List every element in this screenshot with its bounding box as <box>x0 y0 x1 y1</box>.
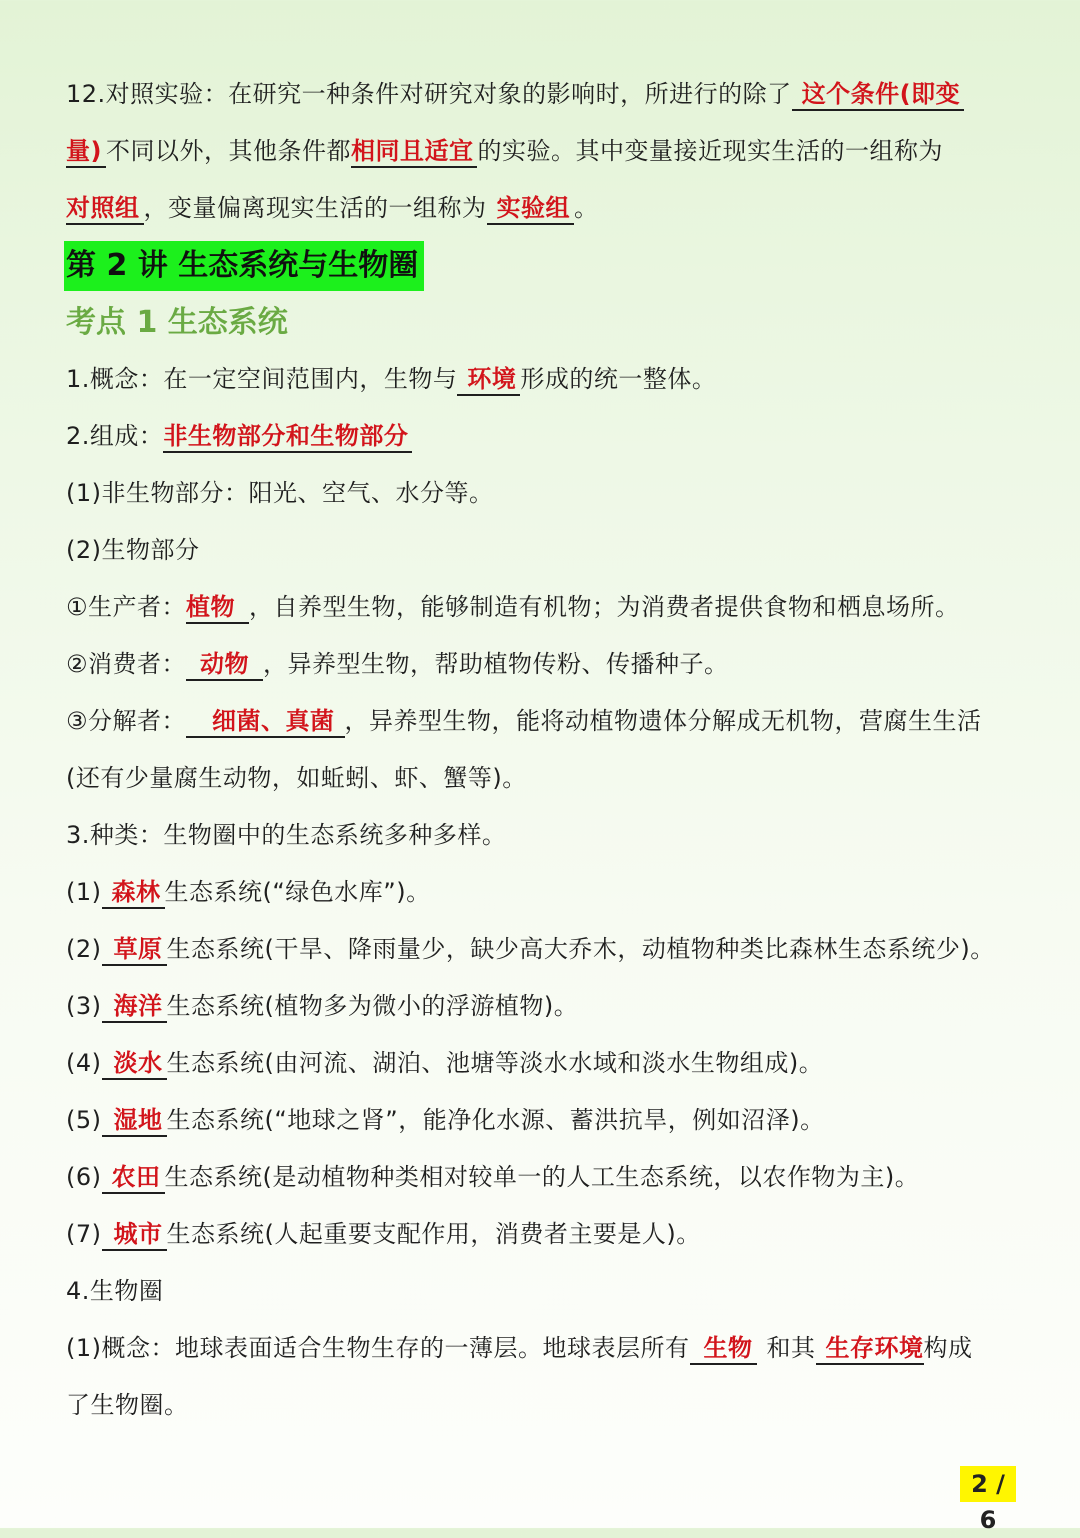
type-item <box>66 864 1018 921</box>
type-num: (5) <box>66 1106 102 1134</box>
type-num: (4) <box>66 1049 102 1077</box>
consumer-line <box>66 636 1018 693</box>
concept-text: 形成的统一整体。 <box>520 365 717 393</box>
type-text: 生态系统(由河流、湖泊、池塘等淡水水域和淡水生物组成)。 <box>166 1049 824 1077</box>
type-num: (3) <box>66 992 102 1020</box>
answer-blank: 草原 <box>102 934 167 966</box>
document-page <box>66 66 1018 1434</box>
type-item <box>66 1035 1018 1092</box>
decomposer-line2: (还有少量腐生动物，如蚯蚓、虾、蟹等)。 <box>66 764 527 792</box>
answer-blank: 细菌、真菌 <box>186 706 345 738</box>
answer-blank: 生存环境 <box>816 1333 924 1365</box>
answer-blank: 农田 <box>102 1162 165 1194</box>
answer-blank: 植物 <box>186 592 249 624</box>
answer-blank: 城市 <box>102 1219 167 1251</box>
type-item <box>66 978 1018 1035</box>
concept-line <box>66 351 1018 408</box>
biosphere-concept-line2: 了生物圈。 <box>66 1391 189 1419</box>
type-num: (1) <box>66 878 102 906</box>
types-header: 3.种类：生物圈中的生态系统多种多样。 <box>66 821 507 849</box>
section-title: 考点 1 生态系统 <box>66 305 288 340</box>
page-number: 2 / 6 <box>960 1466 1016 1502</box>
type-text: 生态系统(是动植物种类相对较单一的人工生态系统，以农作物为主)。 <box>164 1163 920 1191</box>
item12-line2 <box>66 123 1018 180</box>
answer-blank: 量) <box>66 136 106 168</box>
concept-text: 1.概念：在一定空间范围内，生物与 <box>66 365 458 393</box>
biosphere-header: 4.生物圈 <box>66 1277 164 1305</box>
answer-blank: 对照组 <box>66 193 144 225</box>
item12-text: ，变量偏离现实生活的一组称为 <box>143 194 487 222</box>
composition-line <box>66 408 1018 465</box>
producer-text: ①生产者： <box>66 593 187 621</box>
answer-blank: 海洋 <box>102 991 167 1023</box>
biosphere-text: 和其 <box>766 1334 816 1362</box>
lecture-title: 第 2 讲 生态系统与生物圈 <box>64 241 424 291</box>
item12-text: 的实验。其中变量接近现实生活的一组称为 <box>477 137 943 165</box>
composition-text: 2.组成： <box>66 422 164 450</box>
type-text: 生态系统(干旱、降雨量少，缺少高大乔木，动植物种类比森林生态系统少)。 <box>166 935 995 963</box>
answer-blank: 实验组 <box>487 193 575 225</box>
answer-blank: 非生物部分和生物部分 <box>163 421 412 453</box>
type-text: 生态系统(植物多为微小的浮游植物)。 <box>166 992 579 1020</box>
living-header: (2)生物部分 <box>66 536 200 564</box>
producer-text: ，自养型生物，能够制造有机物；为消费者提供食物和栖息场所。 <box>249 593 960 621</box>
lecture-title-row <box>66 237 1018 294</box>
producer-line <box>66 579 1018 636</box>
type-item <box>66 1092 1018 1149</box>
answer-blank: 这个条件(即变 <box>792 79 964 111</box>
type-item <box>66 1206 1018 1263</box>
answer-blank: 森林 <box>102 877 165 909</box>
item12-line1 <box>66 66 1018 123</box>
answer-blank: 动物 <box>186 649 263 681</box>
consumer-text: ②消费者： <box>66 650 187 678</box>
biosphere-concept-line <box>66 1320 1018 1377</box>
answer-blank: 湿地 <box>102 1105 167 1137</box>
item12-text: 12.对照实验：在研究一种条件对研究对象的影响时，所进行的除了 <box>66 80 792 108</box>
answer-blank: 相同且适宜 <box>351 136 478 168</box>
type-item <box>66 1149 1018 1206</box>
decomposer-text: ，异养型生物，能将动植物遗体分解成无机物，营腐生生活 <box>344 707 982 735</box>
consumer-text: ，异养型生物，帮助植物传粉、传播种子。 <box>263 650 729 678</box>
answer-blank: 生物 <box>690 1333 757 1365</box>
decomposer-line <box>66 693 1018 750</box>
type-num: (7) <box>66 1220 102 1248</box>
item12-text: 。 <box>574 194 599 222</box>
nonliving-line: (1)非生物部分：阳光、空气、水分等。 <box>66 479 494 507</box>
type-item <box>66 921 1018 978</box>
biosphere-text: (1)概念：地球表面适合生物生存的一薄层。地球表层所有 <box>66 1334 690 1362</box>
decomposer-text: ③分解者： <box>66 707 187 735</box>
answer-blank: 淡水 <box>102 1048 167 1080</box>
type-text: 生态系统(人起重要支配作用，消费者主要是人)。 <box>166 1220 701 1248</box>
type-num: (6) <box>66 1163 102 1191</box>
type-text: 生态系统(“地球之肾”，能净化水源、蓄洪抗旱，例如沼泽)。 <box>166 1106 825 1134</box>
biosphere-text: 构成 <box>923 1334 973 1362</box>
item12-line3 <box>66 180 1018 237</box>
type-text: 生态系统(“绿色水库”)。 <box>164 878 431 906</box>
type-num: (2) <box>66 935 102 963</box>
answer-blank: 环境 <box>457 364 520 396</box>
item12-text: 不同以外，其他条件都 <box>105 137 351 165</box>
